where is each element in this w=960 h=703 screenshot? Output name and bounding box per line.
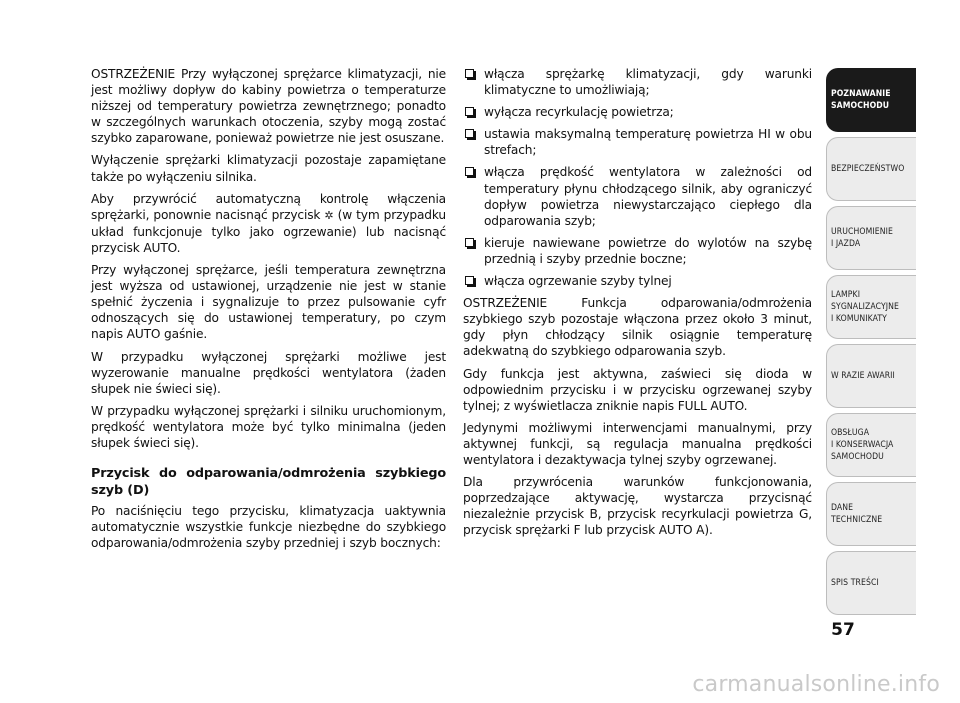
list-item [463, 126, 812, 158]
list-item-text: włącza prędkość wentylatora w zależności od temperatury płynu chłodzącego silnik, aby ograniczyć dopływ powietrza niewystarczająco ciepłego dla odparowania szyb; [484, 165, 812, 228]
paragraph-manual-interventions: Jedynymi możliwymi interwencjami manualnymi, przy aktywnej funkcji, są regulacja manualna prędkości wentylatora i dezaktywacja tylnej szyby ogrzewanej. [463, 420, 812, 467]
list-item [463, 235, 812, 267]
restore-text-after: (w tym przypadku układ funkcjonuje tylko jako ogrzewanie) lub nacisnąć przycisk AUTO. [91, 207, 446, 255]
tab-lampki-sygnalizacyjne[interactable]: LAMPKI SYGNALIZACYJNE I KOMUNIKATY [826, 275, 916, 339]
paragraph-fan-minimal: W przypadku wyłączonej sprężarki i silniku uruchomionym, prędkość wentylatora może być tylko minimalna (jeden słupek świeci się). [91, 403, 446, 450]
checkbox-bullet-icon [465, 129, 474, 138]
page-number: 57 [831, 620, 855, 640]
list-item [463, 273, 812, 289]
checkbox-bullet-icon [465, 107, 474, 116]
tab-poznawanie-samochodu[interactable]: POZNAWANIE SAMOCHODU [826, 68, 916, 132]
checkbox-bullet-icon [465, 69, 474, 78]
checkbox-bullet-icon [465, 276, 474, 285]
section-heading-defrost: Przycisk do odparowania/odmrożenia szybkiego szyb (D) [91, 466, 446, 499]
watermark: carmanualsonline.info [692, 672, 940, 697]
list-item-text: włącza sprężarkę klimatyzacji, gdy warunki klimatyczne to umożliwiają; [484, 67, 812, 98]
tab-spis-tresci[interactable]: SPIS TREŚCI [826, 551, 916, 615]
right-column [463, 66, 812, 544]
restore-text-before: Aby przywrócić automatyczną kontrolę włączenia sprężarki, ponownie nacisnąć przycisk [91, 191, 446, 222]
left-column [91, 66, 446, 557]
tab-w-razie-awarii[interactable]: W RAZIE AWARII [826, 344, 916, 408]
list-item [463, 104, 812, 120]
paragraph-memory: Wyłączenie sprężarki klimatyzacji pozostaje zapamiętane także po wyłączeniu silnika. [91, 153, 446, 184]
compressor-button-icon: ✲ [324, 208, 334, 222]
tab-obsluga-i-konserwacja[interactable]: OBSŁUGA I KONSERWACJA SAMOCHODU [826, 413, 916, 477]
list-item-text: kieruje nawiewane powietrze do wylotów na szybę przednią i szyby przednie boczne; [484, 235, 812, 266]
checkbox-bullet-icon [465, 238, 474, 247]
list-item-text: ustawia maksymalną temperaturę powietrza HI w obu strefach; [484, 127, 812, 158]
tab-dane-techniczne[interactable]: DANE TECHNICZNE [826, 482, 916, 546]
tab-uruchomienie-i-jazda[interactable]: URUCHOMIENIE I JAZDA [826, 206, 916, 270]
paragraph-defrost-intro: Po naciśnięciu tego przycisku, klimatyzacja uaktywnia automatycznie wszystkie funkcje niezbędne do szybkiego odparowania/odmrożenia szyby przedniej i szyb bocznych: [91, 504, 446, 551]
paragraph-temperature: Przy wyłączonej sprężarce, jeśli temperatura zewnętrzna jest wyższa od ustawionej, urządzenie nie jest w stanie spełnić życzenia i sygnalizuje to przez pulsowanie cyfr odnoszących się do ustawionej temperatury, po czym napis AUTO gaśnie. [91, 263, 446, 342]
list-item-text: włącza ogrzewanie szyby tylnej [484, 274, 672, 289]
list-item-text: wyłącza recyrkulację powietrza; [484, 105, 674, 120]
warning-compressor-off: OSTRZEŻENIE Przy wyłączonej sprężarce klimatyzacji, nie jest możliwy dopływ do kabiny powietrza o temperaturze niższej od temperatury powietrza zewnętrznego; ponadto w szczególnych warunkach otoczenia, szyby mogą zostać szybko zaparowane, ponieważ powietrze nie jest osuszane. [91, 67, 446, 146]
paragraph-restore-conditions: Dla przywrócenia warunków funkcjonowania, poprzedzające aktywację, wystarcza przycisnąć niezależnie przycisk B, przycisk recyrkulacji powietrza G, przycisk sprężarki F lub przycisk AUTO A). [463, 475, 812, 538]
paragraph-led-indicator: Gdy funkcja jest aktywna, zaświeci się dioda w odpowiednim przycisku i w przycisku ogrzewanej szyby tylnej; z wyświetlacza zniknie napis FULL AUTO. [463, 366, 812, 413]
checkbox-bullet-icon [465, 167, 474, 176]
tab-bezpieczenstwo[interactable]: BEZPIECZEŃSTWO [826, 137, 916, 201]
paragraph-fan-reset: W przypadku wyłączonej sprężarki możliwe jest wyzerowanie manualne prędkości wentylatora (żaden słupek nie świeci się). [91, 349, 446, 396]
list-item [463, 66, 812, 98]
warning-defrost-duration: OSTRZEŻENIE Funkcja odparowania/odmrożenia szybkiego szyb pozostaje włączona przez około 3 minut, gdy płyn chłodzący silnik osiągnie temperaturę adekwatną do szybkiego odparowania szyb. [463, 296, 812, 359]
list-item [463, 164, 812, 228]
paragraph-restore-auto [91, 191, 446, 256]
chapter-tabs [826, 68, 916, 620]
